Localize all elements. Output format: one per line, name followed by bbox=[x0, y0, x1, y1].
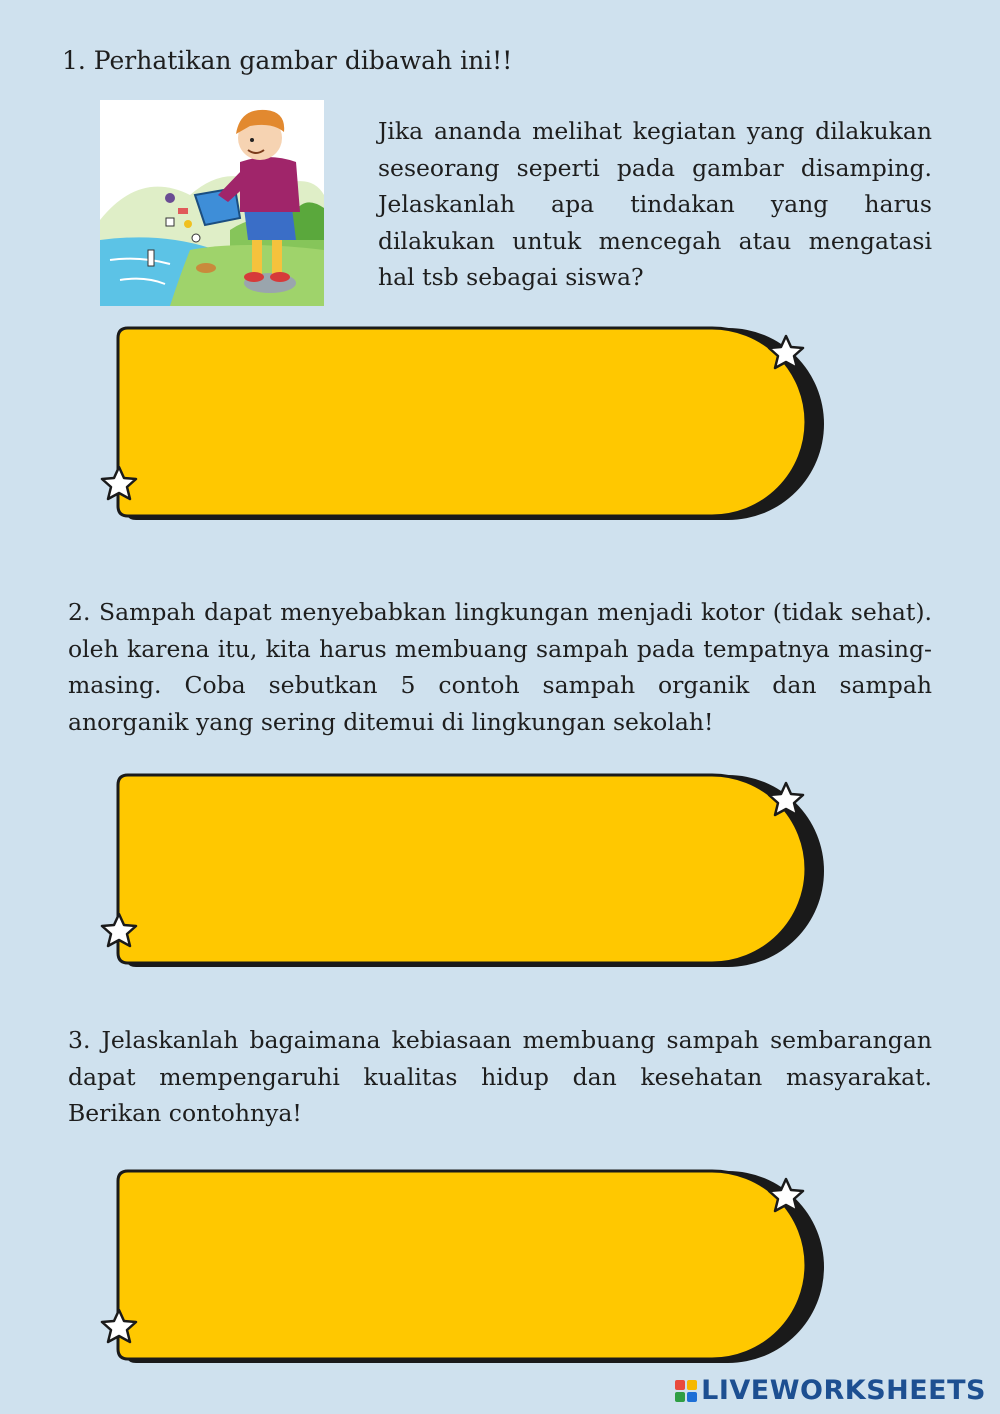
answer-box-2[interactable] bbox=[100, 769, 830, 974]
answer-box-3[interactable] bbox=[100, 1165, 830, 1370]
question-2-text: 2. Sampah dapat menyebabkan lingkungan menjadi kotor (tidak sehat). oleh karena itu, kita harus membuang sampah pada tempatnya masing-masing. Coba sebutkan 5 contoh sampah organik dan sampah anorganik yang sering ditemui di lingkungan sekolah! bbox=[68, 598, 932, 736]
liveworksheets-logo bbox=[675, 1380, 697, 1402]
answer-input-3[interactable] bbox=[140, 1195, 744, 1329]
boy-dumping-trash-illustration bbox=[100, 100, 324, 306]
question-3-text: 3. Jelaskanlah bagaimana kebiasaan membuang sampah sembarangan dapat mempengaruhi kualitas hidup dan kesehatan masyarakat. Berikan contohnya! bbox=[68, 1026, 932, 1127]
brand-text: LIVEWORKSHEETS bbox=[701, 1375, 986, 1406]
question-1-text: Jika ananda melihat kegiatan yang dilakukan seseorang seperti pada gambar disamping. Jelaskanlah apa tindakan yang harus dilakukan untuk mencegah atau mengatasi hal tsb sebagai siswa? bbox=[378, 117, 932, 291]
question-1-title: 1. Perhatikan gambar dibawah ini!! bbox=[62, 46, 513, 75]
liveworksheets-brand[interactable] bbox=[675, 1375, 986, 1406]
answer-input-2[interactable] bbox=[140, 799, 744, 933]
answer-box-1[interactable] bbox=[100, 322, 830, 527]
answer-input-1[interactable] bbox=[140, 352, 744, 486]
